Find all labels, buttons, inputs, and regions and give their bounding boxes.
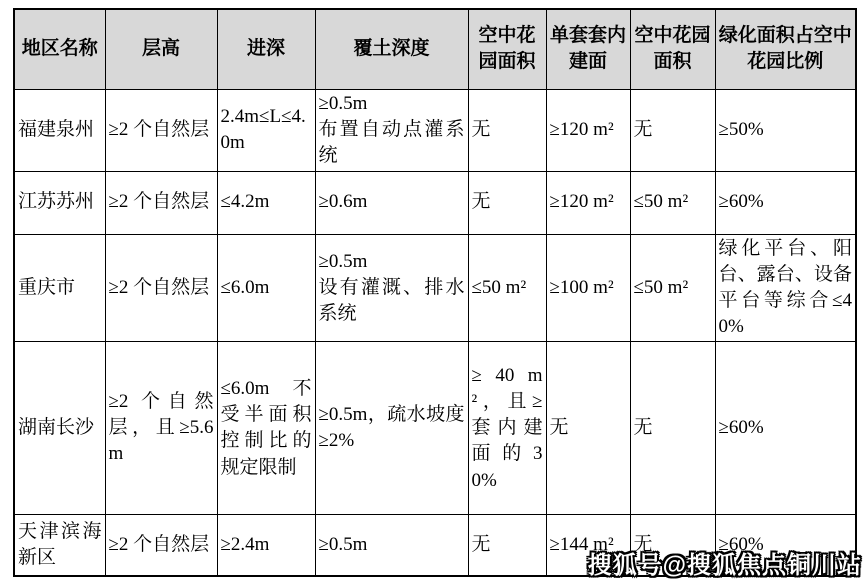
cell-depth: 2.4m≤L≤4.0m [217,89,315,171]
cell-sky-garden-area-1: ≤50 m² [468,234,546,342]
sohu-watermark: 搜狐号@搜狐焦点铜川站 [587,552,862,579]
cell-sky-garden-area-1: 无 [468,89,546,171]
cell-unit-floor-area: ≥120 m² [546,89,630,171]
cell-unit-floor-area: 无 [546,342,630,515]
cell-region: 福建泉州 [14,89,105,171]
cell-sky-garden-area-1: 无 [468,515,546,576]
column-header-green-ratio: 绿化面积占空中花园比例 [715,9,856,89]
column-header-unit-floor-area: 单套套内建面 [546,9,630,89]
header-row [14,9,856,89]
column-header-soil-depth: 覆土深度 [315,9,468,89]
cell-region: 江苏苏州 [14,171,105,234]
cell-soil-depth: ≥0.5m 设有灌溉、排水系统 [315,234,468,342]
cell-region: 重庆市 [14,234,105,342]
cell-floor-height: ≥2 个自然层 [105,89,217,171]
table-row-changsha [14,342,856,515]
cell-depth: ≤6.0m [217,234,315,342]
cell-green-ratio: 绿化平台、阳台、露台、设备平台等综合≤40% [715,234,856,342]
cell-green-ratio: ≥50% [715,89,856,171]
cell-floor-height: ≥2 个自然层 [105,171,217,234]
table-row-suzhou [14,171,856,234]
cell-region: 湖南长沙 [14,342,105,515]
cell-sky-garden-area-2: 无 [630,89,715,171]
cell-sky-garden-area-2: ≤50 m² [630,171,715,234]
cell-green-ratio: ≥60% [715,515,856,576]
table-row-quanzhou [14,89,856,171]
cell-sky-garden-area-2: 无 [630,515,715,576]
cell-green-ratio: ≥60% [715,342,856,515]
cell-floor-height: ≥2 个自然层，且≥5.6m [105,342,217,515]
cell-sky-garden-area-1: 无 [468,171,546,234]
cell-sky-garden-area-2: 无 [630,342,715,515]
cell-soil-depth: ≥0.5m，疏水坡度≥2% [315,342,468,515]
regulations-table-container [13,8,857,577]
regulations-table [13,8,857,577]
cell-floor-height: ≥2 个自然层 [105,515,217,576]
cell-unit-floor-area: ≥144 m² [546,515,630,576]
cell-soil-depth: ≥0.6m [315,171,468,234]
cell-sky-garden-area-2: ≤50 m² [630,234,715,342]
cell-region: 天津滨海新区 [14,515,105,576]
column-header-region: 地区名称 [14,9,105,89]
column-header-sky-garden-area-2: 空中花园面积 [630,9,715,89]
cell-depth: ≥2.4m [217,515,315,576]
cell-depth: ≤6.0m 不受半面积控制比的规定限制 [217,342,315,515]
column-header-floor-height: 层高 [105,9,217,89]
cell-unit-floor-area: ≥100 m² [546,234,630,342]
cell-unit-floor-area: ≥120 m² [546,171,630,234]
cell-floor-height: ≥2 个自然层 [105,234,217,342]
table-row-chongqing [14,234,856,342]
cell-soil-depth: ≥0.5m [315,515,468,576]
cell-depth: ≤4.2m [217,171,315,234]
column-header-sky-garden-area-1: 空中花园面积 [468,9,546,89]
cell-soil-depth: ≥0.5m 布置自动点灌系统 [315,89,468,171]
cell-sky-garden-area-1: ≥ 40 m²，且≥套内建面的30% [468,342,546,515]
column-header-depth: 进深 [217,9,315,89]
cell-green-ratio: ≥60% [715,171,856,234]
